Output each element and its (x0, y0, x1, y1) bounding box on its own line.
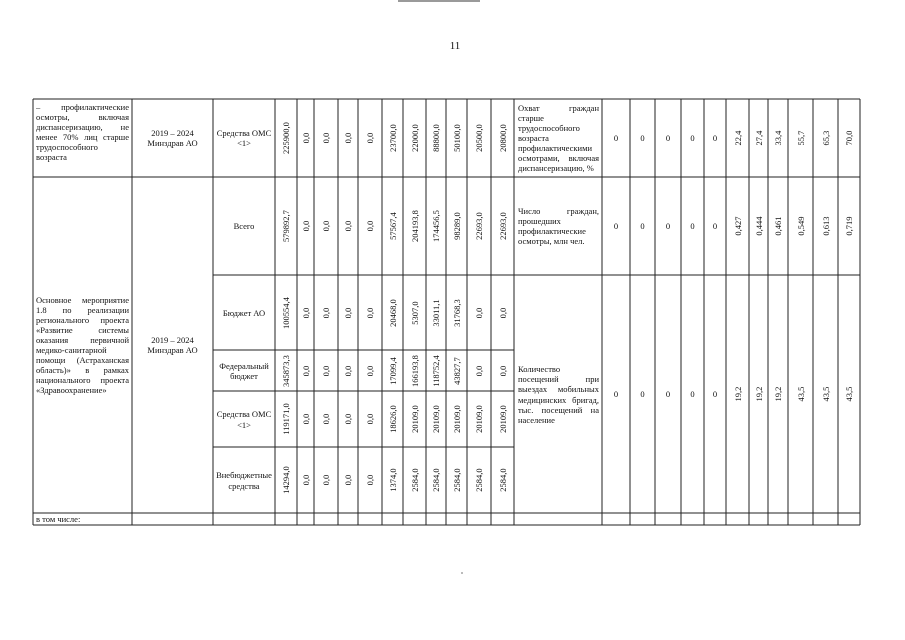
finance-value-extra-8: 2584,0 (451, 468, 462, 492)
finance-value-total-7: 174456,5 (430, 210, 441, 242)
finance-value-total-3: 0,0 (342, 220, 353, 232)
finance-value-budget-8: 31768,3 (451, 299, 462, 327)
target-value-indicator_visits-5: 43,5 (843, 386, 854, 402)
finance-value-oms-5: 18626,0 (387, 405, 398, 433)
finance-value-prof-8: 50100,0 (451, 124, 462, 152)
finance-value-federal-5: 17099,4 (387, 357, 398, 385)
base-value-indicator_visits-0: 0 (613, 389, 619, 399)
finance-value-federal-7: 118752,4 (430, 355, 441, 387)
finance-value-extra-7: 2584,0 (430, 468, 441, 492)
finance-value-extra-0: 14294,0 (280, 466, 291, 494)
finance-value-extra-10: 2584,0 (497, 468, 508, 492)
base-value-row_total-2: 0 (665, 221, 671, 231)
finance-value-budget-4: 0,0 (364, 307, 375, 319)
finance-value-budget-7: 33011,1 (430, 299, 441, 327)
finance-value-federal-3: 0,0 (342, 365, 353, 377)
base-value-indicator_visits-1: 0 (640, 389, 645, 399)
finance-value-oms-9: 20109,0 (473, 405, 484, 433)
finance-value-federal-6: 166193,8 (409, 355, 420, 387)
finance-value-federal-10: 0,0 (497, 365, 508, 377)
finance-value-prof-0: 225900,0 (280, 122, 291, 154)
scan-dot (461, 572, 463, 574)
base-value-row_prof-1: 0 (640, 133, 645, 143)
finance-value-prof-1: 0,0 (300, 132, 311, 144)
finance-value-total-10: 22693,0 (497, 212, 508, 240)
target-value-row_total-1: 0,444 (753, 216, 764, 236)
finance-value-prof-9: 20500,0 (473, 124, 484, 152)
finance-value-total-5: 57567,4 (387, 212, 398, 240)
source-cell-profilactic: Средства ОМС <1> (216, 127, 272, 148)
finance-value-prof-10: 20800,0 (497, 124, 508, 152)
finance-value-prof-2: 0,0 (320, 132, 331, 144)
finance-value-total-6: 204193,8 (409, 210, 420, 242)
base-value-indicator_visits-2: 0 (665, 389, 671, 399)
base-value-row_total-1: 0 (640, 221, 645, 231)
finance-value-budget-6: 5307,0 (409, 301, 420, 325)
base-value-indicator_visits-3: 0 (690, 389, 695, 399)
finance-value-budget-5: 20468,0 (387, 299, 398, 327)
base-value-row_total-3: 0 (690, 221, 695, 231)
finance-value-oms-3: 0,0 (342, 413, 353, 425)
page-number: 11 (449, 40, 461, 52)
finance-value-total-2: 0,0 (320, 220, 331, 232)
source-cell-budget: Бюджет АО (222, 307, 266, 318)
target-value-row_prof-0: 22,4 (732, 130, 743, 146)
finance-value-budget-1: 0,0 (300, 307, 311, 319)
base-value-row_prof-4: 0 (712, 133, 718, 143)
target-value-row_total-4: 0,613 (820, 216, 831, 236)
event-cell-main: Основное мероприятие 1.8 по реализации регионального проекта «Развитие системы оказания первичной медико-санитарной помощи (Астраханская область)» в рамках национального проекта «Здравоохранение» (36, 294, 129, 396)
finance-value-extra-9: 2584,0 (473, 468, 484, 492)
finance-value-total-8: 98289,0 (451, 212, 462, 240)
finance-value-budget-2: 0,0 (320, 307, 331, 319)
base-value-row_prof-0: 0 (613, 133, 619, 143)
finance-value-prof-4: 0,0 (364, 132, 375, 144)
base-value-row_prof-3: 0 (690, 133, 695, 143)
finance-value-extra-2: 0,0 (320, 474, 331, 486)
finance-value-total-4: 0,0 (364, 220, 375, 232)
target-value-indicator_visits-2: 19,2 (772, 386, 783, 402)
finance-value-oms-7: 20109,0 (430, 405, 441, 433)
target-value-indicator_visits-4: 43,5 (820, 386, 831, 402)
finance-value-prof-6: 22000,0 (409, 124, 420, 152)
finance-value-budget-0: 100554,4 (280, 297, 291, 329)
base-value-indicator_visits-4: 0 (712, 389, 718, 399)
finance-value-prof-7: 88800,0 (430, 124, 441, 152)
finance-value-federal-4: 0,0 (364, 365, 375, 377)
finance-value-oms-0: 119171,0 (280, 403, 291, 435)
finance-value-oms-4: 0,0 (364, 413, 375, 425)
indicator-cell-visits: Количество посещений при выездах мобильных медицинских бригад, тыс. посещений на население (518, 364, 599, 425)
target-value-row_prof-5: 70,0 (843, 130, 854, 146)
finance-value-oms-6: 20109,0 (409, 405, 420, 433)
indicator-cell-profilactic: Охват граждан старше трудоспособного возраста профилактическими осмотрами, включая диспансеризацию, % (518, 102, 599, 174)
finance-value-extra-4: 0,0 (364, 474, 375, 486)
finance-value-prof-5: 23700,0 (387, 124, 398, 152)
target-value-row_total-0: 0,427 (732, 216, 743, 236)
indicator-cell-exams-count: Число граждан, прошедших профилактические осмотры, млн чел. (518, 205, 599, 247)
event-cell-profilactic: – профилактические осмотры, включая диспансеризацию, не менее 70% лиц старше трудоспособного возраста (36, 102, 129, 163)
finance-value-extra-6: 2584,0 (409, 468, 420, 492)
finance-value-federal-0: 345873,3 (280, 355, 291, 387)
finance-value-oms-8: 20109,0 (451, 405, 462, 433)
finance-value-federal-9: 0,0 (473, 365, 484, 377)
target-value-row_prof-1: 27,4 (753, 130, 764, 146)
finance-value-oms-2: 0,0 (320, 413, 331, 425)
finance-value-oms-10: 20109,0 (497, 405, 508, 433)
footer-row-label: в том числе: (36, 514, 81, 524)
finance-value-extra-5: 1374,0 (387, 468, 398, 492)
finance-value-extra-3: 0,0 (342, 474, 353, 486)
finance-value-budget-9: 0,0 (473, 307, 484, 319)
finance-value-federal-8: 43827,7 (451, 357, 462, 385)
finance-value-budget-10: 0,0 (497, 307, 508, 319)
target-value-indicator_visits-3: 43,5 (795, 386, 806, 402)
finance-value-prof-3: 0,0 (342, 132, 353, 144)
finance-value-federal-1: 0,0 (300, 365, 311, 377)
base-value-row_total-0: 0 (613, 221, 619, 231)
target-value-row_prof-2: 33,4 (772, 130, 783, 146)
target-value-row_total-5: 0,719 (843, 216, 854, 236)
finance-value-total-0: 579892,7 (280, 210, 291, 242)
period-cell-main: 2019 – 2024 Минздрав АО (147, 334, 198, 355)
target-value-row_total-2: 0,461 (772, 216, 783, 236)
finance-value-budget-3: 0,0 (342, 307, 353, 319)
base-value-row_total-4: 0 (712, 221, 718, 231)
target-value-row_prof-3: 55,7 (795, 130, 806, 146)
finance-value-oms-1: 0,0 (300, 413, 311, 425)
source-cell-federal: Федеральный бюджет (219, 360, 269, 381)
source-cell-extra: Внебюджетные средства (216, 470, 272, 491)
finance-value-total-9: 22693,0 (473, 212, 484, 240)
source-cell-oms: Средства ОМС <1> (216, 409, 272, 430)
finance-value-federal-2: 0,0 (320, 365, 331, 377)
finance-value-total-1: 0,0 (300, 220, 311, 232)
base-value-row_prof-2: 0 (665, 133, 671, 143)
period-cell-profilactic: 2019 – 2024 Минздрав АО (147, 127, 198, 148)
finance-value-extra-1: 0,0 (300, 474, 311, 486)
source-cell-total: Всего (233, 220, 255, 231)
target-value-indicator_visits-0: 19,2 (732, 386, 743, 402)
target-value-row_total-3: 0,549 (795, 216, 806, 236)
target-value-row_prof-4: 65,3 (820, 130, 831, 146)
target-value-indicator_visits-1: 19,2 (753, 386, 764, 402)
